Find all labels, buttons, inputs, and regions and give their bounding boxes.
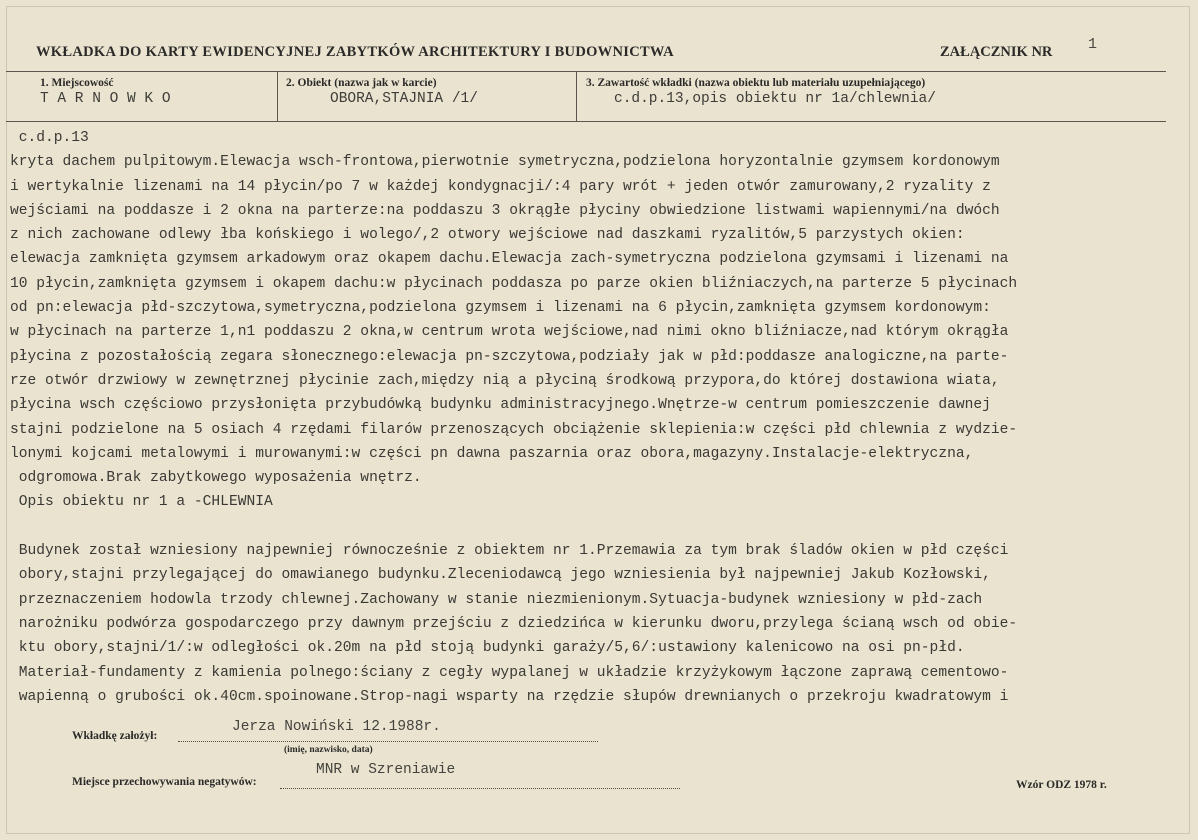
typed-line: ktu obory,stajni/1/:w odległości ok.20m na płd stoją budynki garaży/5,6/:ustawiony kalenicowo na osi pn-płd. <box>10 640 965 657</box>
header-rule-top <box>6 71 1166 72</box>
typed-line: kryta dachem pulpitowym.Elewacja wsch-frontowa,pierwotnie symetryczna,podzielona horyzontalnie gzymsem kordonowym <box>10 154 1000 171</box>
typed-line: lonymi kojcami metalowymi i murowanymi:w części pn dawna paszarnia oraz obora,magazyny.Instalacje-elektryczna, <box>10 445 974 462</box>
typed-line: płycina wsch częściowo przysłonięta przybudówką budynku administracyjnego.Wnętrze-w centrum pomieszczenie dawnej <box>10 397 991 414</box>
typed-line: narożniku podwórza gospodarczego przy dawnym przejściu z dziedzińca w kierunku dworu,przylega ścianą wsch od obie- <box>10 615 1018 632</box>
storage-dotted-line <box>280 788 680 789</box>
storage-label: Miejsce przechowywania negatywów: <box>72 776 257 788</box>
locality-value: T A R N O W K O <box>40 91 171 107</box>
form-code: Wzór ODZ 1978 r. <box>1016 779 1107 791</box>
locality-label: 1. Miejscowość <box>40 77 114 89</box>
document-title: WKŁADKA DO KARTY EWIDENCYJNEJ ZABYTKÓW ARCHITEKTURY I BUDOWNICTWA <box>36 44 674 60</box>
founder-label: Wkładkę założył: <box>72 730 158 742</box>
typed-line <box>10 515 1190 539</box>
attachment-label: ZAŁĄCZNIK NR <box>940 44 1053 60</box>
typed-line: c.d.p.13 <box>10 130 89 146</box>
storage-value: MNR w Szreniawie <box>316 762 456 778</box>
typed-line: rze otwór drzwiowy w zewnętrznej płycinie zach,między nią a płyciną środkową przypora,do której dostawiona wiata, <box>10 372 1000 389</box>
founder-dotted-line <box>178 741 598 742</box>
typed-line: stajni podzielone na 5 osiach 4 rzędami filarów przenoszących obciążenie sklepienia:w części płd chlewnia z wydzie- <box>10 421 1018 438</box>
founder-value: Jerza Nowiński 12.1988r. <box>232 719 441 735</box>
typed-line: wapienną o grubości ok.40cm.spoinowane.Strop-nagi wsparty na rzędzie słupów drewnianych o przekroju kwadratowym i <box>10 688 1009 705</box>
object-value: OBORA,STAJNIA /1/ <box>330 91 478 107</box>
typed-line: Opis obiektu nr 1 a -CHLEWNIA <box>10 494 273 511</box>
founder-hint: (imię, nazwisko, data) <box>284 745 373 755</box>
content-label: 3. Zawartość wkładki (nazwa obiektu lub materiału uzupełniającego) <box>586 77 926 89</box>
typed-line: obory,stajni przylegającej do omawianego budynku.Zleceniodawcą jego wzniesienia był najpewniej Jakub Kozłowski, <box>10 567 991 584</box>
typed-line: od pn:elewacja płd-szczytowa,symetryczna,podzielona gzymsem i lizenami na 6 płycin,zamknięta gzymsem kordonowym: <box>10 300 991 317</box>
typed-line: i wertykalnie lizenami na 14 płycin/po 7 w każdej kondygnacji/:4 pary wrót + jeden otwór zamurowany,2 ryzality z <box>10 178 991 195</box>
typed-line: wejściami na poddasze i 2 okna na parterze:na poddaszu 3 okrągłe płyciny obwiedzione listwami wapiennymi/na dwóch <box>10 202 1000 219</box>
typed-line: elewacja zamknięta gzymsem arkadowym oraz okapem dachu.Elewacja zach-symetryczna podzielona gzymsami i lizenami na <box>10 251 1009 268</box>
field-divider-1 <box>277 71 278 121</box>
typed-line: odgromowa.Brak zabytkowego wyposażenia wnętrz. <box>10 470 422 487</box>
typed-line: 10 płycin,zamknięta gzymsem i okapem dachu:w płycinach poddasza po parze okien bliźniaczych,na parterze 5 płycinach <box>10 275 1018 292</box>
typed-line: z nich zachowane odlewy łba końskiego i wolego/,2 otwory wejściowe nad daszkami ryzalitów,5 parzystych okien: <box>10 227 965 244</box>
typed-line: Materiał-fundamenty z kamienia polnego:ściany z cegły wypalanej w układzie krzyżykowym łączone zaprawą cementowo- <box>10 664 1009 681</box>
content-value: c.d.p.13,opis obiektu nr 1a/chlewnia/ <box>614 91 936 107</box>
header-rule-bottom <box>6 121 1166 122</box>
typed-line: przeznaczeniem hodowla trzody chlewnej.Zachowany w stanie niezmienionym.Sytuacja-budynek wzniesiony w płd-zach <box>10 591 983 608</box>
typed-line: płycina z pozostałością zegara słonecznego:elewacja pn-szczytowa,podziały jak w płd:poddasze analogiczne,na parte- <box>10 348 1009 365</box>
object-label: 2. Obiekt (nazwa jak w karcie) <box>286 77 437 89</box>
field-divider-2 <box>576 71 577 121</box>
typed-description <box>10 126 1190 709</box>
typed-line: w płycinach na parterze 1,n1 poddaszu 2 okna,w centrum wrota wejściowe,nad nimi okno bliźniacze,nad którym okrągła <box>10 324 1009 341</box>
typed-line: Budynek został wzniesiony najpewniej równocześnie z obiektem nr 1.Przemawia za tym brak śladów okien w płd części <box>10 543 1009 560</box>
attachment-number: 1 <box>1088 36 1098 53</box>
